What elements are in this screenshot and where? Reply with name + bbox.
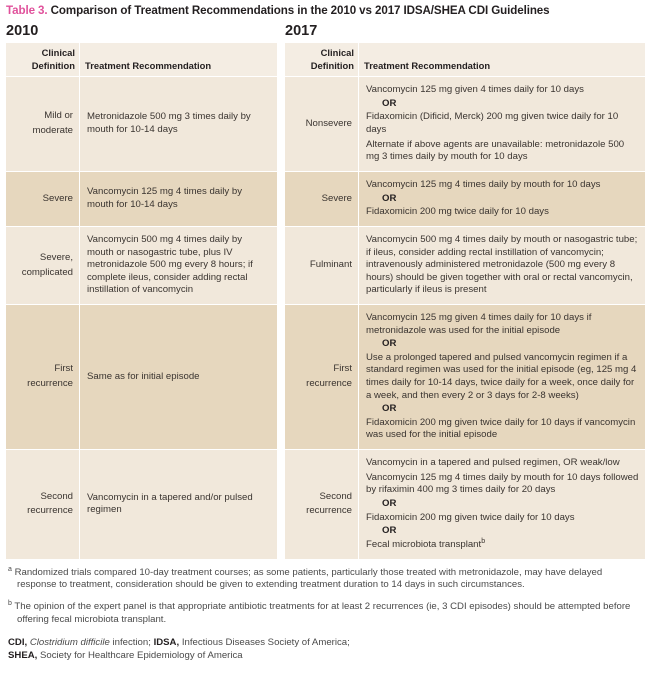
cell-clinical-definition xyxy=(6,227,80,305)
or-separator: OR xyxy=(382,525,397,537)
figure-number: Table 3. xyxy=(6,4,48,17)
recommendation-text: Vancomycin 125 mg 4 times daily by mouth for 10 days xyxy=(366,179,601,191)
recommendation-text: Metronidazole 500 mg 3 times daily by mouth for 10-14 days xyxy=(87,111,251,135)
cell-clinical-definition xyxy=(285,305,359,450)
recommendation-text: Same as for initial episode xyxy=(87,370,200,382)
figure-title-text: Comparison of Treatment Recommendations in the 2010 vs 2017 IDSA/SHEA CDI Guidelines xyxy=(47,4,550,17)
abbrev-idsa: IDSA, xyxy=(153,636,180,648)
table-row xyxy=(6,450,277,559)
or-separator: OR xyxy=(382,403,397,415)
or-separator: OR xyxy=(382,192,397,204)
footnote-b-marker: b xyxy=(8,599,12,607)
table-row xyxy=(285,77,645,172)
table-row xyxy=(285,227,645,305)
table-row xyxy=(6,227,277,305)
recommendation-text: Vancomycin in a tapered and pulsed regimen, OR weak/low xyxy=(366,457,620,469)
definition-line-1: Second xyxy=(40,490,73,502)
year-label-2010: 2010 xyxy=(6,23,39,39)
recommendation-text: Vancomycin 125 mg given 4 times daily for 10 days if metronidazole was used for the initial episode xyxy=(366,312,592,336)
cell-treatment-recommendation xyxy=(359,77,645,172)
definition-line-1: Severe xyxy=(321,192,352,204)
definition-line-1: Severe, xyxy=(39,251,73,263)
abbrev-cdi-rest: infection; xyxy=(109,636,154,648)
recommendation-text: Vancomycin 125 mg given 4 times daily for 10 days xyxy=(366,84,584,96)
definition-line-2: recurrence xyxy=(27,378,73,389)
table-2017-body xyxy=(285,77,645,559)
cell-clinical-definition xyxy=(285,77,359,172)
cell-treatment-recommendation xyxy=(80,172,277,227)
column-header-clinical-definition xyxy=(285,43,359,77)
recommendation-text: Use a prolonged tapered and pulsed vancomycin regimen if a standard regimen was used for the initial episode (eg, 125 mg 4 times daily for 10-14 days, twice daily for a week, once daily for a week, and then every 2 or 3 days for 2-8 weeks) xyxy=(366,351,637,401)
cell-treatment-recommendation xyxy=(359,172,645,227)
recommendation-text: Fidaxomicin 200 mg twice daily for 10 days xyxy=(366,206,549,218)
footnote-b xyxy=(8,601,643,627)
definition-line-2: recurrence xyxy=(306,378,352,389)
definition-line-1: Severe xyxy=(42,192,73,204)
definition-line-1: Nonsevere xyxy=(305,117,352,129)
recommendation-text: Alternate if above agents are unavailable: metronidazole 500 mg 3 times daily by mouth for 10 days xyxy=(366,138,625,163)
abbrev-shea-rest: Society for Healthcare Epidemiology of America xyxy=(37,649,243,661)
comparison-tables xyxy=(6,43,645,559)
abbrev-cdi-latin: Clostridium difficile xyxy=(27,636,110,648)
cell-clinical-definition xyxy=(285,450,359,559)
abbreviations xyxy=(8,636,643,662)
cell-treatment-recommendation xyxy=(80,77,277,172)
or-separator: OR xyxy=(382,497,397,509)
abbrev-shea: SHEA, xyxy=(8,649,38,661)
cell-treatment-recommendation xyxy=(80,450,277,559)
recommendation-text: Fidaxomicin (Dificid, Merck) 200 mg given twice daily for 10 days xyxy=(366,111,619,135)
table-2010-head xyxy=(6,43,277,77)
recommendation-text: Fidaxomicin 200 mg given twice daily for 10 days xyxy=(366,511,575,523)
cell-clinical-definition xyxy=(285,227,359,305)
table-2017-head xyxy=(285,43,645,77)
year-headers xyxy=(6,22,645,40)
definition-line-2: recurrence xyxy=(27,505,73,517)
recommendation-text: Vancomycin 500 mg 4 times daily by mouth or nasogastric tube, plus IV metronidazole 500 mg every 8 hours; if complete ileus, consider adding rectal instillation of vancomycin xyxy=(87,234,253,296)
table-row xyxy=(285,305,645,450)
table-row xyxy=(285,172,645,227)
table-row xyxy=(6,172,277,227)
footnote-ref: b xyxy=(481,537,486,545)
definition-line-2: moderate xyxy=(32,125,73,136)
cell-clinical-definition xyxy=(6,305,80,450)
recommendation-text: Vancomycin 125 mg 4 times daily by mouth for 10 days followed by rifaximin 400 mg 3 times daily for 20 days xyxy=(366,471,639,496)
recommendation-text: Fecal microbiota transplant$^b$ xyxy=(366,537,486,550)
definition-line-1: First xyxy=(54,363,73,375)
cell-clinical-definition xyxy=(6,77,80,172)
table-row xyxy=(285,450,645,559)
footnotes xyxy=(6,567,645,662)
footnote-b-text: The opinion of the expert panel is that appropriate antibiotic treatments for at least 2 recurrences (ie, 3 CDI episodes) should be attempted before offering fecal microbiota transplant. xyxy=(11,601,631,625)
definition-line-1: Fulminant xyxy=(309,259,352,271)
table-2010-body xyxy=(6,77,277,559)
column-header-treatment-recommendation: Treatment Recommendation xyxy=(359,43,645,77)
definition-line-1: First xyxy=(333,363,352,375)
cell-treatment-recommendation xyxy=(80,227,277,305)
recommendation-text: Fidaxomicin 200 mg given twice daily for 10 days if vancomycin was used for the initial episode xyxy=(366,416,636,441)
cell-treatment-recommendation xyxy=(80,305,277,450)
recommendation-text: Vancomycin 500 mg 4 times daily by mouth or nasogastric tube; if ileus, consider adding rectal instillation of vancomycin; intravenously administered metronidazole (500 mg every 8 hours) should be given together with oral or rectal vancomycin, particularly if ileus is present xyxy=(366,234,638,296)
column-header-clinical-definition xyxy=(6,43,80,77)
or-separator: OR xyxy=(382,97,397,109)
definition-line-1: Mild or xyxy=(44,110,73,122)
cell-treatment-recommendation xyxy=(359,305,645,450)
header-line-1: Clinical xyxy=(320,47,354,58)
table-2010 xyxy=(6,43,277,559)
table-2017 xyxy=(285,43,645,559)
abbrev-cdi: CDI, xyxy=(8,636,28,648)
header-line-1: Clinical xyxy=(41,47,75,58)
column-header-treatment-recommendation: Treatment Recommendation xyxy=(80,43,277,77)
table-2017-header-row xyxy=(285,43,645,77)
recommendation-text: Vancomycin in a tapered and/or pulsed regimen xyxy=(87,491,253,516)
footnote-a-text: Randomized trials compared 10-day treatment courses; as some patients, particularly those treated with metronidazole, may have delayed response to treatment, consideration should be given to extending treatment duration to 14 days in such circumstances. xyxy=(11,566,603,591)
cell-treatment-recommendation xyxy=(359,450,645,559)
table-row xyxy=(6,77,277,172)
definition-line-1: Second xyxy=(319,490,352,502)
figure-title xyxy=(6,3,645,18)
cell-treatment-recommendation xyxy=(359,227,645,305)
footnote-a xyxy=(8,567,643,593)
year-label-2017: 2017 xyxy=(285,23,318,39)
header-line-2: Definition xyxy=(31,60,75,71)
cell-clinical-definition xyxy=(285,172,359,227)
table-row xyxy=(6,305,277,450)
recommendation-text: Vancomycin 125 mg 4 times daily by mouth for 10-14 days xyxy=(87,186,242,210)
header-line-2: Definition xyxy=(310,60,354,71)
cell-clinical-definition xyxy=(6,172,80,227)
definition-line-2: complicated xyxy=(21,266,73,278)
abbrev-idsa-rest: Infectious Diseases Society of America; xyxy=(179,636,350,648)
table-2010-header-row xyxy=(6,43,277,77)
cell-clinical-definition xyxy=(6,450,80,559)
definition-line-2: recurrence xyxy=(306,505,352,517)
or-separator: OR xyxy=(382,338,397,350)
footnote-a-marker: a xyxy=(8,565,12,573)
